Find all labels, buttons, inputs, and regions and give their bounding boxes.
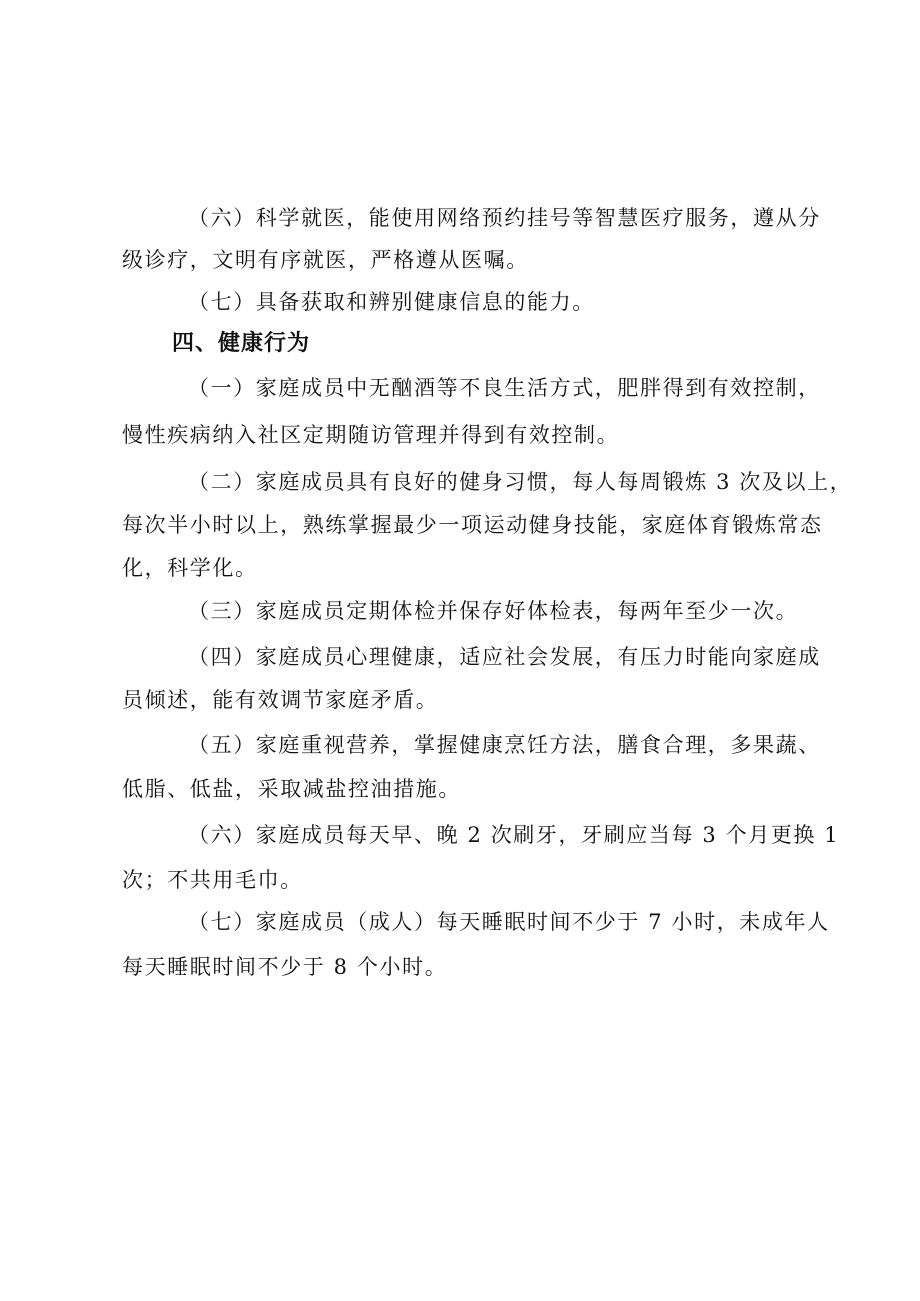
paragraph-line: （四）家庭成员心理健康，适应社会发展，有压力时能向家庭成 (188, 645, 821, 669)
paragraph-line: （六）科学就医，能使用网络预约挂号等智慧医疗服务，遵从分 (188, 206, 821, 230)
paragraph-line: 每天睡眠时间不少于 8 个小时。 (122, 955, 448, 979)
paragraph-line: （五）家庭重视营养，掌握健康烹饪方法，膳食合理，多果蔬、 (188, 733, 821, 757)
paragraph-line: （二）家庭成员具有良好的健身习惯，每人每周锻炼 3 次及以上， (188, 470, 853, 494)
paragraph-line: 次；不共用毛巾。 (122, 868, 303, 892)
paragraph-line: （七）家庭成员（成人）每天睡眠时间不少于 7 小时，未成年人 (188, 910, 830, 934)
paragraph-line: （六）家庭成员每天早、晚 2 次刷牙，牙刷应当每 3 个月更换 1 (188, 823, 840, 847)
paragraph-line: 低脂、低盐，采取减盐控油措施。 (122, 777, 461, 801)
paragraph-line: （七）具备获取和辨别健康信息的能力。 (188, 290, 595, 314)
paragraph-line: （三）家庭成员定期体检并保存好体检表，每两年至少一次。 (188, 599, 799, 623)
paragraph-line: （一）家庭成员中无酗酒等不良生活方式，肥胖得到有效控制， (188, 376, 821, 400)
paragraph-line: 化，科学化。 (122, 556, 258, 580)
paragraph-line: 每次半小时以上，熟练掌握最少一项运动健身技能，家庭体育锻炼常态 (122, 513, 823, 537)
paragraph-line: 级诊疗，文明有序就医，严格遵从医嘱。 (122, 248, 529, 272)
paragraph-line: 慢性疾病纳入社区定期随访管理并得到有效控制。 (122, 423, 620, 447)
section-heading: 四、健康行为 (172, 331, 311, 356)
paragraph-line: 员倾述，能有效调节家庭矛盾。 (122, 688, 439, 712)
